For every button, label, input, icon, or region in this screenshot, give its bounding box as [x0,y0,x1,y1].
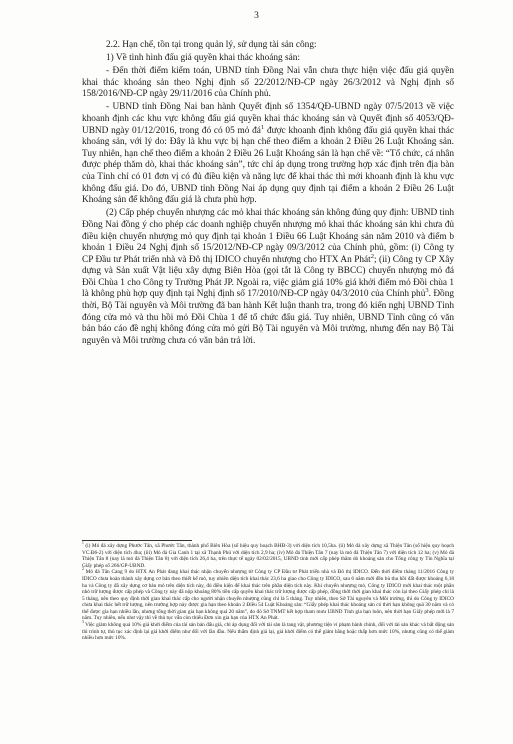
footnote-marker: 3 [82,620,84,625]
section-heading: 2.2. Hạn chế, tồn tại trong quản lý, sử dụng tài sản công: [106,40,317,50]
footnote-text: (i) Mỏ đá xây dựng Phước Tân, xã Phước Tân, thành phố Biên Hòa (số hiệu quy hoạch BHĐ-3) với diện tích 10,5ha. (ii) Mỏ đá xây dựng xã Thiện Tân (số hiệu quy hoạch VC.Đ6-2) với diện tích 4ha; (iii) Mỏ đá Gia Canh 1 tại xã Thạnh Phú với diện tích 2,9 ha; (iv) Mỏ đá Thiện Tân 7 (nay là mỏ đá Thiện Tân 7) với diện tích 12 ha; (v) Mỏ đá Thiện Tân 8 (nay là mỏ đá Thiện Tân 8) với diện tích 26,4 ha, trên thực tế ngày 02/02/2015, UBND tỉnh mới cấp phép thăm dò khoáng sản cho Tổng công ty Tín Nghĩa tại Giấy phép số 266/GP-UBND. [82,543,454,569]
footnote [82,569,454,621]
paragraph-text: . Đồng thời, Bộ Tài nguyên và Môi trường đã ban hành Kết luận thanh tra, trong đó kiến nghị UBND Tỉnh đóng cửa mỏ và thu hồi mỏ Đồi Chùa 1 để tổ chức đấu giá. Tuy nhiên, UBND Tỉnh cũng có văn bản báo cáo đề nghị không đóng cửa mỏ gửi Bộ Tài nguyên và Môi trường, nhưng đến nay Bộ Tài nguyên và Môi trường chưa có văn bản trả lời. [82,289,455,346]
footnote-reference: 3 [425,287,429,295]
document-body [82,40,454,349]
footnote-text: Mỏ đá Tân Cang 9 do HTX An Phát đang khai thác nhận chuyển nhượng từ Công ty CP Đầu tư Phát triển nhà và Đô thị IDICO. Đến thời điểm tháng 11/2016 Công ty IDICO chưa hoàn thành xây dựng cơ bản theo thiết kế mỏ, tuy nhiên diện tích khai thác 23,6 ha giao cho Công ty IDICO, sau 6 năm mới đền bù thu hồi đất được khoảng 6,18 ha và Công ty đã xây dựng cơ bản mỏ trên diện tích này, đủ điều kiện để khai thác trên phần diện tích này. Khi chuyển nhượng mỏ, Công ty IDICO mới khai thác một phần nhỏ trữ lượng được cấp phép và Công ty này đã nộp khoảng 80% tiền cấp quyền khai thác trữ lượng được cấp phép, đồng thời thời gian khai thác còn lại theo Giấy phép chỉ là 5 tháng, nên theo quy định thời gian khai thác cấp cho người nhận chuyển nhượng cũng chỉ là 5 tháng. Tuy nhiên, theo Sở Tài nguyên và Môi trường, thì do Công ty IDICO chưa khai thác hết trữ lượng, nên trường hợp này được gia hạn theo khoản 2 Điều 54 Luật Khoáng sản: “Giấy phép khai thác khoáng sản có thời hạn không quá 30 năm và có thể được gia hạn nhiều lần, nhưng tổng thời gian gia hạn không quá 20 năm”, do đó Sở TNMT kết hợp tham mưu UBND Tỉnh gia hạn luôn, nên thời hạn Giấy phép mới là 7 năm. Tuy nhiên, nếu như vậy thì về thủ tục vẫn còn thiếu Đơn xin gia hạn của HTX An Phát. [82,569,454,622]
paragraph-transfer-licensing [82,208,454,347]
footnote-reference: 1 [260,123,265,131]
subsection-heading: 1) Về tình hình đấu giá quyền khai thác khoáng sản: [106,53,300,64]
footnote-marker: 1 [82,541,84,546]
paragraph-text: - UBND tỉnh Đồng Nai ban hành Quyết định số 1354/QĐ-UBND ngày 07/5/2013 về việc khoanh định các khu vực không đấu giá quyền khai thác khoáng sản và Quyết định số 4053/QĐ-UBND ngày 01/12/2016, trong đó có 05 mỏ đá [82,102,454,136]
footnote-reference: 2 [370,252,374,260]
footnote [82,622,454,642]
paragraph-auction-status: - Đến thời điểm kiểm toán, UBND tỉnh Đồng Nai vẫn chưa thực hiện việc đấu giá quyền khai thác khoáng sản theo Nghị định số 22/2012/NĐ-CP ngày 26/3/2012 và Nghị định số 158/2016/NĐ-CP ngày 29/11/2016 của Chính phủ. [82,66,454,100]
paragraph-zoning-decision [82,102,454,206]
footnote-separator [82,540,192,541]
footnotes [82,543,454,642]
footnote [82,543,454,569]
page-number: 3 [254,11,259,21]
paragraph-text: ; (ii) Công ty CP Xây dựng và Sản xuất Vật liệu xây dựng Biên Hòa (gọi tắt là Công ty BBCC) chuyển nhượng mỏ đá Đồi Chùa 1 cho Công ty Trường Phát JP. Ngoài ra, việc giảm giá 10% giá khởi điểm mỏ Đồi chùa 1 là không phù hợp quy định tại Nghị định số 17/2010/NĐ-CP ngày 04/3/2010 của Chính phủ [82,254,454,300]
paragraph-text: được khoanh định không đấu giá quyền khai thác khoáng sản, với lý do: Đây là khu vực bị hạn chế theo điểm a khoản 2 Điều 26 Luật Khoáng sản. Tuy nhiên, hạn chế theo điểm a khoản 2 Điều 26 Luật Khoáng sản là hạn chế về: “Tổ chức, cá nhân được phép thăm dò, khai thác khoáng sản”, tức chỉ áp dụng trong trường hợp xác định trên địa bàn của Tỉnh chỉ có 01 đơn vị có đủ điều kiện và năng lực để khai thác thì mới khoanh định là khu vực không đấu giá. Do đó, UBND tỉnh Đồng Nai áp dụng quy định tại điểm a khoản 2 Điều 26 Luật Khoáng sản để không đấu giá là chưa phù hợp. [82,125,454,206]
paragraph-text: (2) Cấp phép chuyển nhượng các mỏ khai thác khoáng sản không đúng quy định: UBND tỉnh Đồng Nai đồng ý cho phép các doanh nghiệp chuyển nhượng mỏ khai thác khoáng sản khi chưa đủ điều kiện chuyển nhượng mỏ quy định tại khoản 1 Điều 66 Luật Khoáng sản năm 2010 và điểm b khoản 1 Điều 24 Nghị định số 15/2012/NĐ-CP ngày 09/3/2012 của Chính phủ, gồm: (i) Công ty CP Đầu tư Phát triển nhà và Đô thị IDICO chuyển nhượng cho HTX An Phát [82,208,454,265]
footnote-marker: 2 [82,567,84,572]
footnote-text: Việc giảm không quá 10% giá khởi điểm của tài sản bán đấu giá, chỉ áp dụng đối với tài sản là tang vật, phương tiện vi phạm hành chính, đối với tài sản khác và bất động sản thì trình tự, thủ tục xác định lại giá khởi điểm như đối với lần đầu. Nếu thẩm định giá lại, giá khởi điểm có thể giảm bằng hoặc thấp hơn mức 10%, nhưng cũng có thể giảm nhiều hơn mức 10%. [82,622,454,642]
